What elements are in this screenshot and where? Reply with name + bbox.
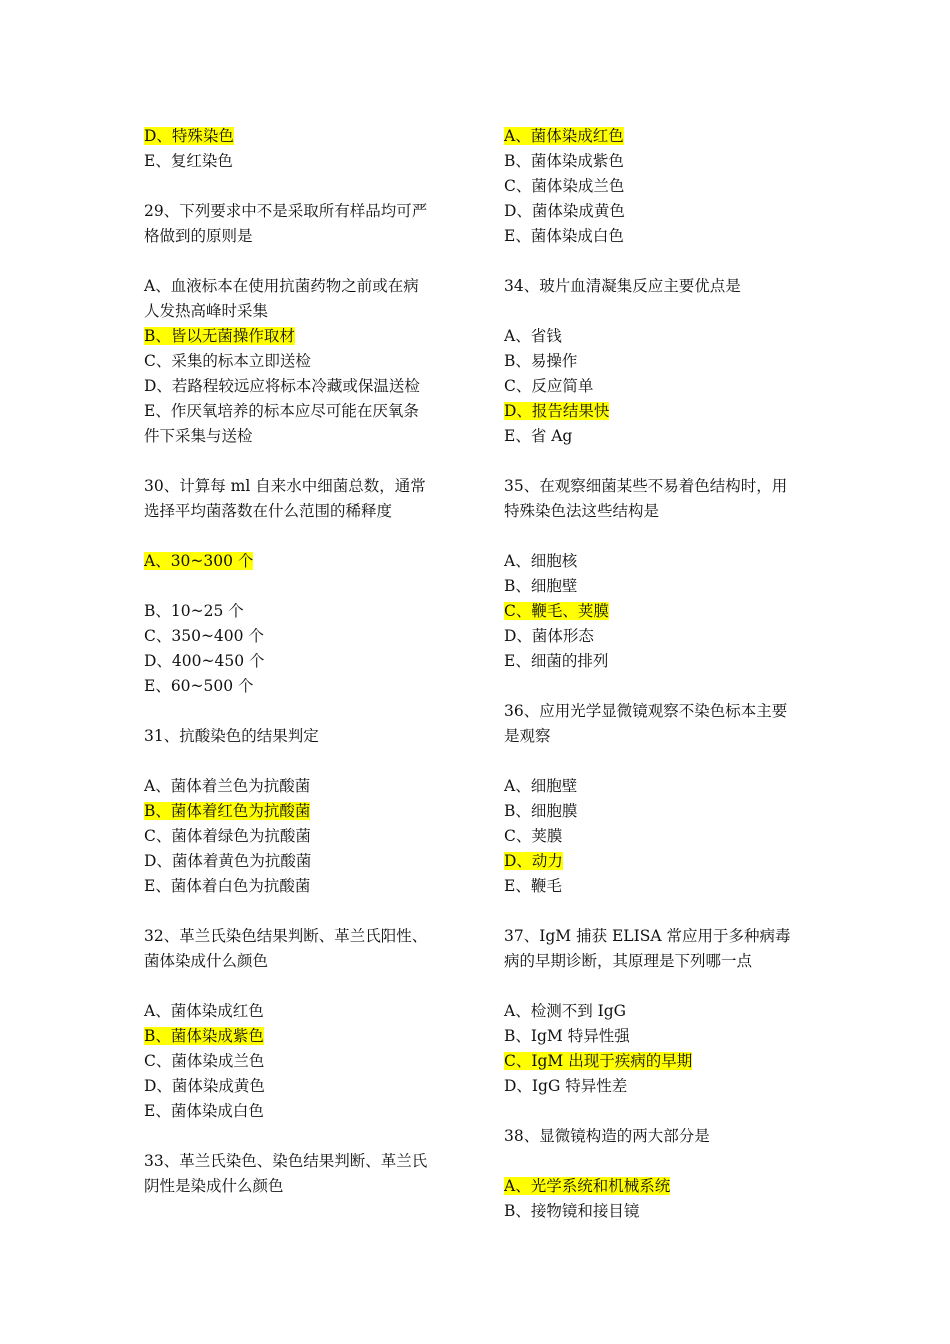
line-text: C、反应简单 bbox=[504, 377, 594, 395]
line-text: A、菌体着兰色为抗酸菌 bbox=[144, 777, 311, 795]
line-text: A、血液标本在使用抗菌药物之前或在病 bbox=[144, 277, 419, 295]
right-text-line bbox=[504, 724, 816, 749]
left-answer-line bbox=[144, 799, 456, 824]
line-text: B、10~25 个 bbox=[144, 602, 244, 620]
line-text: 选择平均菌落数在什么范围的稀释度 bbox=[144, 502, 393, 520]
right-text-line bbox=[504, 1024, 816, 1049]
line-text: C、菌体着绿色为抗酸菌 bbox=[144, 827, 311, 845]
line-text: E、菌体染成白色 bbox=[144, 1102, 264, 1120]
right-text-line bbox=[504, 199, 816, 224]
left-blank-line bbox=[144, 449, 456, 474]
right-blank-line bbox=[504, 299, 816, 324]
line-text: 35、在观察细菌某些不易着色结构时，用 bbox=[504, 477, 788, 495]
left-blank-line bbox=[144, 174, 456, 199]
left-text-line bbox=[144, 199, 456, 224]
line-text: 37、IgM 捕获 ELISA 常应用于多种病毒 bbox=[504, 927, 791, 945]
left-text-line bbox=[144, 274, 456, 299]
line-text: D、菌体着黄色为抗酸菌 bbox=[144, 852, 312, 870]
right-text-line bbox=[504, 499, 816, 524]
left-text-line bbox=[144, 774, 456, 799]
left-text-line bbox=[144, 299, 456, 324]
line-text: 是观察 bbox=[504, 727, 551, 745]
right-text-line bbox=[504, 324, 816, 349]
left-answer-line bbox=[144, 124, 456, 149]
left-text-line bbox=[144, 874, 456, 899]
line-text: 32、革兰氏染色结果判断、革兰氏阳性、 bbox=[144, 927, 428, 945]
right-blank-line bbox=[504, 974, 816, 999]
left-text-line bbox=[144, 624, 456, 649]
right-text-line bbox=[504, 799, 816, 824]
right-text-line bbox=[504, 424, 816, 449]
left-text-line bbox=[144, 674, 456, 699]
left-text-line bbox=[144, 1049, 456, 1074]
highlighted-answer: D、动力 bbox=[504, 852, 563, 870]
right-blank-line bbox=[504, 524, 816, 549]
line-text: B、细胞壁 bbox=[504, 577, 578, 595]
line-text: B、易操作 bbox=[504, 352, 578, 370]
highlighted-answer: A、30~300 个 bbox=[144, 552, 254, 570]
right-text-line bbox=[504, 1124, 816, 1149]
right-text-line bbox=[504, 474, 816, 499]
right-text-line bbox=[504, 774, 816, 799]
right-text-line bbox=[504, 1074, 816, 1099]
left-text-line bbox=[144, 649, 456, 674]
left-blank-line bbox=[144, 974, 456, 999]
line-text: 阴性是染成什么颜色 bbox=[144, 1177, 284, 1195]
left-answer-line bbox=[144, 1024, 456, 1049]
line-text: 29、下列要求中不是采取所有样品均可严 bbox=[144, 202, 428, 220]
line-text: D、400~450 个 bbox=[144, 652, 265, 670]
line-text: C、350~400 个 bbox=[144, 627, 264, 645]
line-text: E、复红染色 bbox=[144, 152, 233, 170]
left-answer-line bbox=[144, 549, 456, 574]
left-text-line bbox=[144, 149, 456, 174]
left-blank-line bbox=[144, 1124, 456, 1149]
right-text-line bbox=[504, 874, 816, 899]
right-answer-line bbox=[504, 849, 816, 874]
line-text: E、60~500 个 bbox=[144, 677, 254, 695]
line-text: D、若路程较远应将标本冷藏或保温送检 bbox=[144, 377, 420, 395]
line-text: C、菌体染成兰色 bbox=[504, 177, 625, 195]
right-answer-line bbox=[504, 1174, 816, 1199]
line-text: 31、抗酸染色的结果判定 bbox=[144, 727, 319, 745]
left-blank-line bbox=[144, 249, 456, 274]
left-text-line bbox=[144, 374, 456, 399]
right-text-line bbox=[504, 1199, 816, 1224]
right-blank-line bbox=[504, 249, 816, 274]
left-text-line bbox=[144, 599, 456, 624]
highlighted-answer: B、菌体染成紫色 bbox=[144, 1027, 264, 1045]
left-text-line bbox=[144, 424, 456, 449]
left-text-line bbox=[144, 1149, 456, 1174]
line-text: E、细菌的排列 bbox=[504, 652, 609, 670]
line-text: A、省钱 bbox=[504, 327, 562, 345]
line-text: D、菌体染成黄色 bbox=[504, 202, 625, 220]
left-text-line bbox=[144, 1074, 456, 1099]
highlighted-answer: D、特殊染色 bbox=[144, 127, 234, 145]
right-blank-line bbox=[504, 674, 816, 699]
highlighted-answer: D、报告结果快 bbox=[504, 402, 610, 420]
line-text: A、细胞壁 bbox=[504, 777, 578, 795]
line-text: 34、玻片血清凝集反应主要优点是 bbox=[504, 277, 741, 295]
line-text: B、细胞膜 bbox=[504, 802, 578, 820]
right-text-line bbox=[504, 699, 816, 724]
highlighted-answer: B、皆以无菌操作取材 bbox=[144, 327, 295, 345]
right-answer-line bbox=[504, 1049, 816, 1074]
highlighted-answer: A、菌体染成红色 bbox=[504, 127, 624, 145]
left-answer-line bbox=[144, 324, 456, 349]
highlighted-answer: C、IgM 出现于疾病的早期 bbox=[504, 1052, 693, 1070]
right-text-line bbox=[504, 824, 816, 849]
left-text-line bbox=[144, 824, 456, 849]
right-text-line bbox=[504, 924, 816, 949]
line-text: D、菌体染成黄色 bbox=[144, 1077, 265, 1095]
right-column bbox=[504, 124, 816, 1224]
line-text: A、细胞核 bbox=[504, 552, 578, 570]
line-text: 菌体染成什么颜色 bbox=[144, 952, 269, 970]
line-text: E、省 Ag bbox=[504, 427, 573, 445]
line-text: C、采集的标本立即送检 bbox=[144, 352, 311, 370]
line-text: C、菌体染成兰色 bbox=[144, 1052, 265, 1070]
line-text: 30、计算每 ml 自来水中细菌总数，通常 bbox=[144, 477, 426, 495]
line-text: E、菌体着白色为抗酸菌 bbox=[144, 877, 311, 895]
right-text-line bbox=[504, 224, 816, 249]
right-text-line bbox=[504, 624, 816, 649]
left-text-line bbox=[144, 349, 456, 374]
left-text-line bbox=[144, 474, 456, 499]
right-text-line bbox=[504, 549, 816, 574]
left-text-line bbox=[144, 499, 456, 524]
right-text-line bbox=[504, 149, 816, 174]
left-text-line bbox=[144, 1099, 456, 1124]
line-text: D、菌体形态 bbox=[504, 627, 594, 645]
left-text-line bbox=[144, 924, 456, 949]
right-text-line bbox=[504, 999, 816, 1024]
left-blank-line bbox=[144, 524, 456, 549]
line-text: B、接物镜和接目镜 bbox=[504, 1202, 640, 1220]
highlighted-answer: C、鞭毛、荚膜 bbox=[504, 602, 609, 620]
line-text: C、荚膜 bbox=[504, 827, 563, 845]
right-text-line bbox=[504, 574, 816, 599]
left-blank-line bbox=[144, 749, 456, 774]
line-text: 38、显微镜构造的两大部分是 bbox=[504, 1127, 710, 1145]
left-blank-line bbox=[144, 574, 456, 599]
right-text-line bbox=[504, 274, 816, 299]
right-answer-line bbox=[504, 399, 816, 424]
left-text-line bbox=[144, 949, 456, 974]
right-answer-line bbox=[504, 124, 816, 149]
right-text-line bbox=[504, 649, 816, 674]
line-text: B、菌体染成紫色 bbox=[504, 152, 624, 170]
line-text: 特殊染色法这些结构是 bbox=[504, 502, 660, 520]
line-text: A、菌体染成红色 bbox=[144, 1002, 264, 1020]
left-blank-line bbox=[144, 699, 456, 724]
right-text-line bbox=[504, 349, 816, 374]
line-text: 人发热高峰时采集 bbox=[144, 302, 269, 320]
left-text-line bbox=[144, 724, 456, 749]
line-text: 36、应用光学显微镜观察不染色标本主要 bbox=[504, 702, 788, 720]
right-blank-line bbox=[504, 899, 816, 924]
right-text-line bbox=[504, 949, 816, 974]
line-text: B、IgM 特异性强 bbox=[504, 1027, 630, 1045]
right-answer-line bbox=[504, 599, 816, 624]
line-text: E、作厌氧培养的标本应尽可能在厌氧条 bbox=[144, 402, 419, 420]
highlighted-answer: A、光学系统和机械系统 bbox=[504, 1177, 671, 1195]
right-blank-line bbox=[504, 1099, 816, 1124]
highlighted-answer: B、菌体着红色为抗酸菌 bbox=[144, 802, 311, 820]
line-text: 病的早期诊断，其原理是下列哪一点 bbox=[504, 952, 753, 970]
line-text: E、菌体染成白色 bbox=[504, 227, 624, 245]
right-blank-line bbox=[504, 449, 816, 474]
left-text-line bbox=[144, 399, 456, 424]
right-blank-line bbox=[504, 749, 816, 774]
line-text: E、鞭毛 bbox=[504, 877, 562, 895]
left-text-line bbox=[144, 224, 456, 249]
left-column bbox=[144, 124, 456, 1199]
right-blank-line bbox=[504, 1149, 816, 1174]
left-blank-line bbox=[144, 899, 456, 924]
line-text: 格做到的原则是 bbox=[144, 227, 253, 245]
line-text: A、检测不到 IgG bbox=[504, 1002, 627, 1020]
left-text-line bbox=[144, 1174, 456, 1199]
right-text-line bbox=[504, 174, 816, 199]
right-text-line bbox=[504, 374, 816, 399]
line-text: D、IgG 特异性差 bbox=[504, 1077, 628, 1095]
line-text: 件下采集与送检 bbox=[144, 427, 253, 445]
left-text-line bbox=[144, 999, 456, 1024]
line-text: 33、革兰氏染色、染色结果判断、革兰氏 bbox=[144, 1152, 428, 1170]
left-text-line bbox=[144, 849, 456, 874]
